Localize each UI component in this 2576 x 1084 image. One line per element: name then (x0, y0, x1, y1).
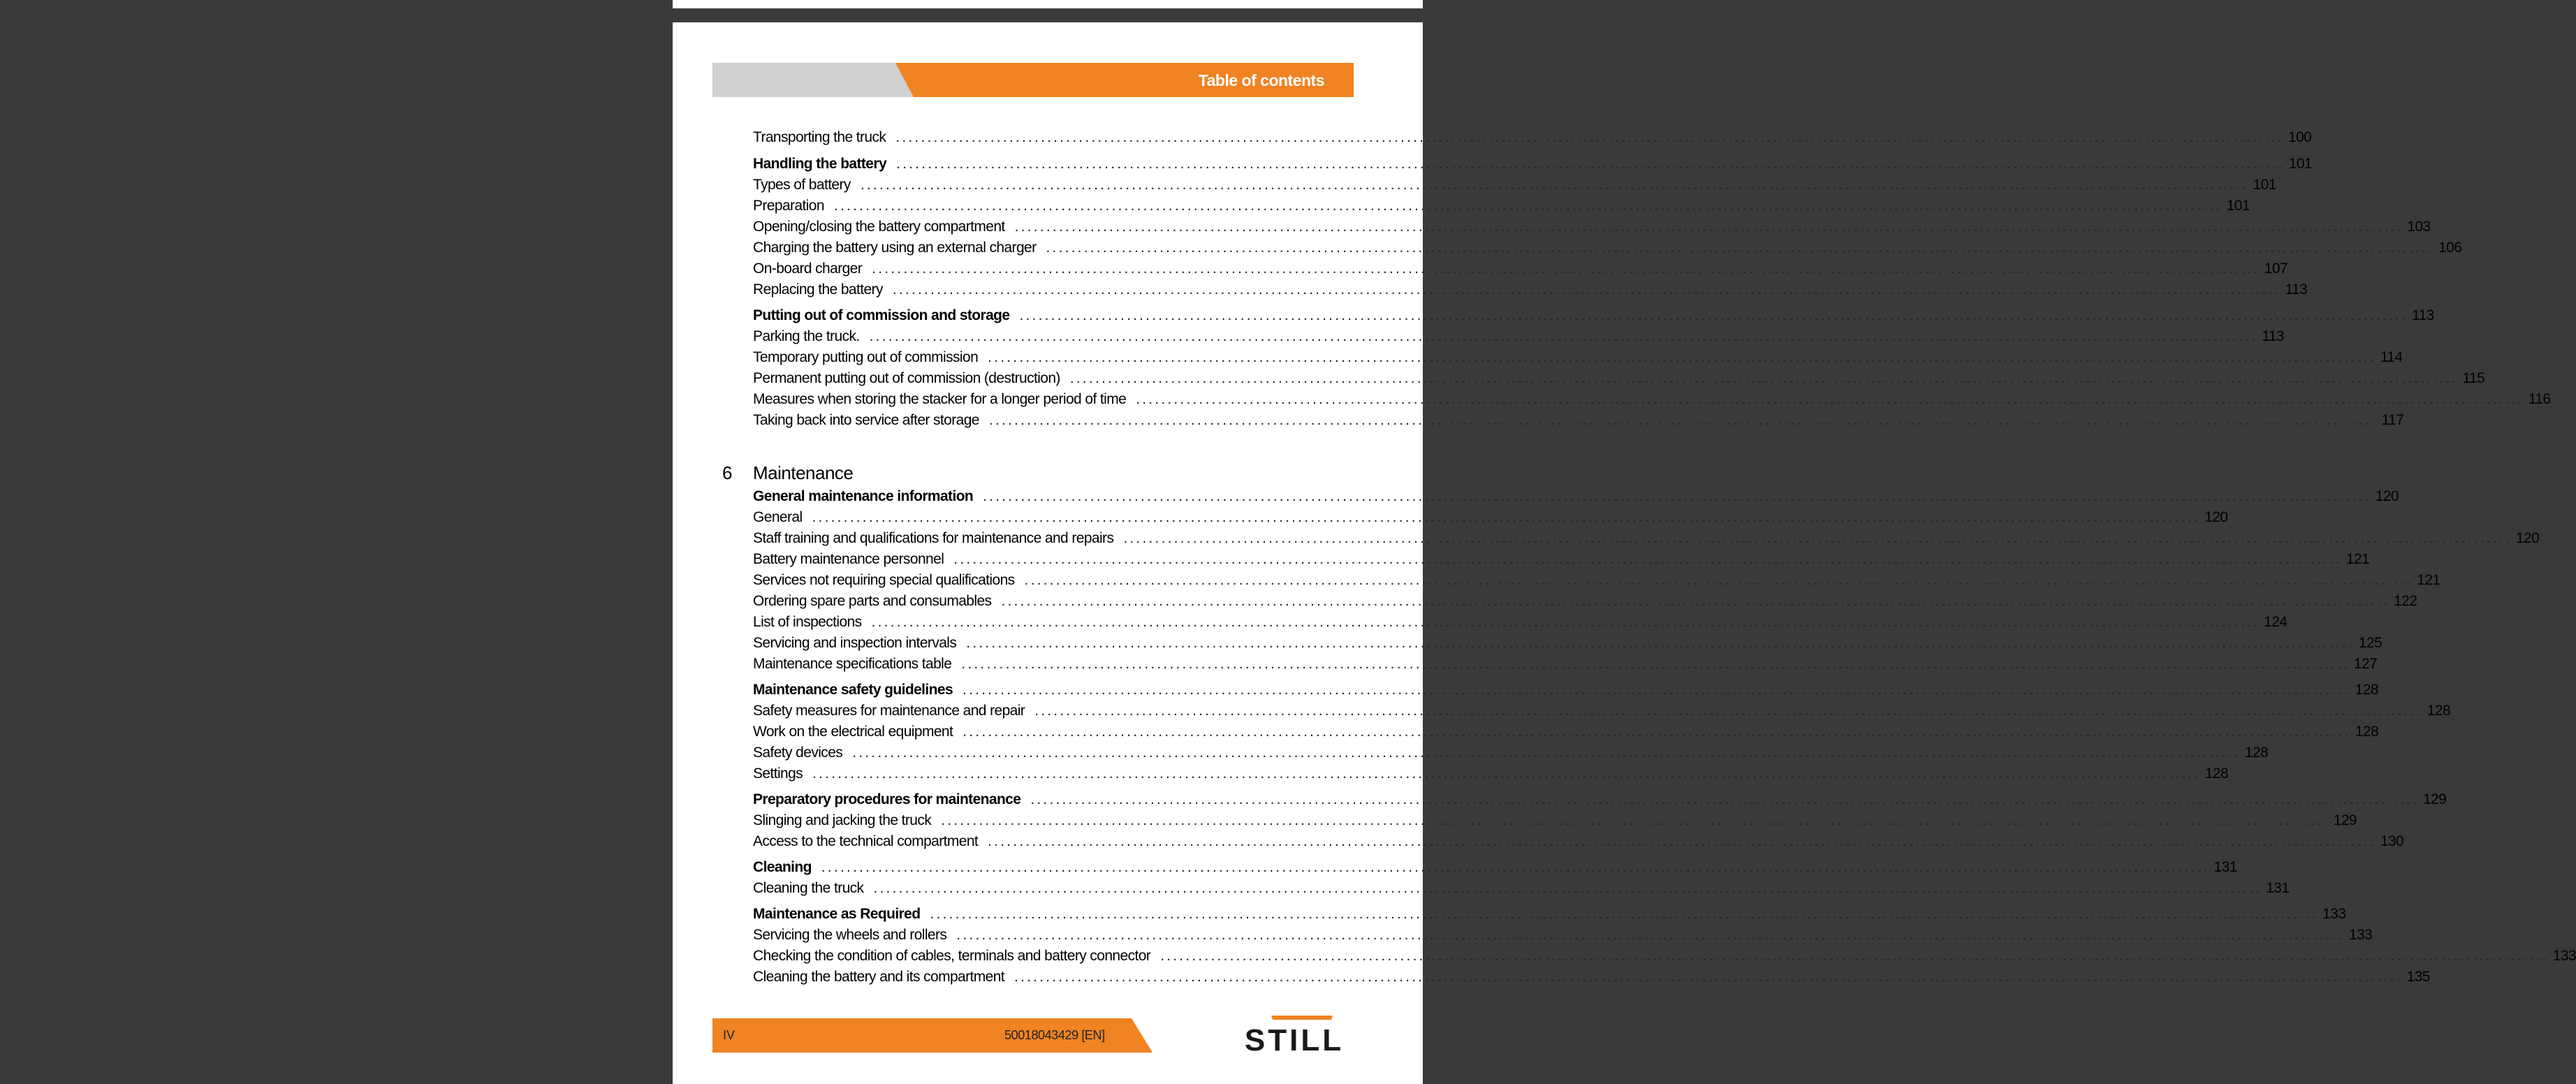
toc-entry-title: Servicing the wheels and rollers (753, 927, 947, 943)
toc-entry-title: Measures when storing the stacker for a longer period of time (753, 391, 1127, 407)
toc-entry[interactable] (753, 927, 2373, 948)
toc-entry-title: Servicing and inspection intervals (753, 635, 957, 651)
toc-entry-title: Safety measures for maintenance and repair (753, 703, 1025, 719)
toc-leader-dots: ............................................................................................................................................................................................................................ (1024, 572, 2413, 588)
toc-entry-title: Parking the truck. (753, 328, 860, 344)
toc-leader-dots: ............................................................................................................................................................................................................................ (873, 880, 2262, 896)
toc-leader-dots: ............................................................................................................................................................................................................................ (988, 412, 2378, 428)
toc-leader-dots: ............................................................................................................................................................................................................................ (1019, 307, 2408, 323)
toc-entry-page: 106 (2438, 240, 2462, 256)
toc-leader-dots: ............................................................................................................................................................................................................................ (963, 682, 2351, 698)
toc-entry-page: 133 (2322, 906, 2346, 922)
toc-entry-title: Cleaning the battery and its compartment (753, 969, 1005, 985)
toc-entry-title: Maintenance specifications table (753, 656, 952, 672)
toc-entry[interactable] (753, 572, 2440, 593)
toc-entry-title: Replacing the battery (753, 281, 883, 298)
toc-leader-dots: ............................................................................................................................................................................................................................ (1014, 219, 2403, 235)
header-band (712, 63, 1354, 97)
toc-entry-page: 122 (2394, 593, 2417, 609)
toc-entry[interactable] (753, 240, 2462, 261)
document-page (673, 22, 2576, 1084)
toc-entry[interactable] (753, 948, 2576, 969)
toc-leader-dots: ............................................................................................................................................................................................................................ (1136, 391, 2524, 407)
toc-leader-dots: ............................................................................................................................................................................................................................ (869, 328, 2258, 344)
toc-entry-page: 113 (2285, 281, 2308, 298)
toc-entry[interactable] (753, 307, 2434, 328)
toc-entry-page: 130 (2380, 833, 2404, 849)
toc-leader-dots: ............................................................................................................................................................................................................................ (988, 833, 2376, 849)
toc-entry-title: Work on the electrical equipment (753, 724, 953, 740)
header-title: Table of contents (1198, 71, 1324, 89)
toc-entry[interactable] (753, 156, 2312, 177)
still-logo-text: STILL (1244, 1023, 1345, 1057)
toc-entry-title: Charging the battery using an external charger (753, 240, 1037, 256)
toc-entry[interactable] (753, 614, 2288, 635)
toc-entry-page: 116 (2528, 391, 2551, 407)
toc-entry[interactable] (753, 509, 2228, 530)
toc-leader-dots: ............................................................................................................................................................................................................................ (812, 509, 2201, 525)
toc-entry-title: Opening/closing the battery compartment (753, 219, 1005, 235)
previous-page-edge (673, 0, 1423, 8)
toc-entry[interactable] (753, 488, 2399, 509)
toc-entry-title: Preparation (753, 198, 824, 214)
toc-leader-dots: ............................................................................................................................................................................................................................ (1069, 370, 2459, 386)
toc-entry-title: Services not requiring special qualifications (753, 572, 1015, 588)
chapter-title: Maintenance (753, 462, 854, 483)
toc-entry[interactable] (753, 703, 2451, 724)
toc-entry-page: 114 (2380, 349, 2403, 365)
toc-entry-title: Handling the battery (753, 156, 887, 172)
toc-entry-title: Battery maintenance personnel (753, 551, 944, 567)
toc-leader-dots: ............................................................................................................................................................................................................................ (821, 859, 2210, 875)
chapter-heading (722, 462, 853, 484)
toc-leader-dots: ............................................................................................................................................................................................................................ (871, 614, 2260, 630)
toc-entry-page: 101 (2288, 156, 2312, 172)
toc-entry-title: Maintenance as Required (753, 906, 921, 922)
toc-entry-page: 100 (2288, 129, 2312, 145)
toc-entry-title: Temporary putting out of commission (753, 349, 979, 365)
toc-entry[interactable] (753, 969, 2430, 990)
toc-entry[interactable] (753, 198, 2250, 219)
toc-entry-title: Safety devices (753, 745, 843, 761)
toc-entry-title: Ordering spare parts and consumables (753, 593, 992, 609)
toc-leader-dots: ............................................................................................................................................................................................................................ (1001, 593, 2390, 609)
toc-entry[interactable] (753, 328, 2284, 349)
toc-entry[interactable] (753, 724, 2379, 745)
toc-entry[interactable] (753, 261, 2288, 281)
toc-entry[interactable] (753, 880, 2290, 901)
toc-entry-page: 128 (2355, 682, 2378, 698)
toc-entry-page: 103 (2407, 219, 2431, 235)
toc-entry-title: Maintenance safety guidelines (753, 682, 953, 698)
toc-entry-title: Checking the condition of cables, terminals and battery connector (753, 948, 1151, 964)
toc-entry[interactable] (753, 551, 2370, 572)
toc-leader-dots: ............................................................................................................................................................................................................................ (953, 551, 2342, 567)
toc-entry-page: 107 (2264, 261, 2288, 277)
toc-leader-dots: ............................................................................................................................................................................................................................ (852, 745, 2241, 761)
toc-entry[interactable] (753, 129, 2312, 150)
still-logo (1235, 1014, 1354, 1056)
toc-entry[interactable] (753, 219, 2431, 240)
toc-entry[interactable] (753, 349, 2403, 370)
toc-leader-dots: ............................................................................................................................................................................................................................ (983, 488, 2371, 504)
toc-leader-dots: ............................................................................................................................................................................................................................ (1160, 948, 2549, 964)
toc-leader-dots: ............................................................................................................................................................................................................................ (930, 906, 2319, 922)
toc-leader-dots: ............................................................................................................................................................................................................................ (833, 198, 2223, 214)
toc-entry-page: 125 (2358, 635, 2383, 651)
footer-band (712, 1018, 1152, 1053)
toc-entry-title: Transporting the truck (753, 129, 886, 145)
toc-entry-title: On-board charger (753, 261, 863, 277)
toc-leader-dots: ............................................................................................................................................................................................................................ (895, 129, 2284, 145)
toc-entry-page: 115 (2462, 370, 2485, 386)
toc-entry[interactable] (753, 656, 2378, 677)
toc-entry-page: 121 (2346, 551, 2370, 567)
toc-entry-page: 129 (2333, 812, 2357, 828)
toc-leader-dots: ............................................................................................................................................................................................................................ (896, 156, 2285, 172)
toc-leader-dots: ............................................................................................................................................................................................................................ (860, 177, 2249, 193)
toc-entry-page: 129 (2422, 791, 2447, 807)
toc-entry-page: 128 (2355, 724, 2379, 740)
footer-document-number: 50018043429 [EN] (1004, 1028, 1105, 1042)
toc-entry-page: 113 (2412, 307, 2434, 323)
toc-entry[interactable] (753, 859, 2237, 880)
toc-entry[interactable] (753, 635, 2383, 656)
toc-entry[interactable] (753, 593, 2417, 614)
toc-entry-page: 120 (2375, 488, 2399, 504)
toc-entry[interactable] (753, 682, 2378, 703)
toc-entry-title: Permanent putting out of commission (destruction) (753, 370, 1060, 386)
toc-entry-title: General maintenance information (753, 488, 974, 504)
toc-entry-page: 101 (2253, 177, 2276, 193)
toc-entry[interactable] (753, 391, 2551, 412)
toc-entry-title: Cleaning (753, 859, 812, 875)
toc-entry-title: Putting out of commission and storage (753, 307, 1010, 323)
toc-leader-dots: ............................................................................................................................................................................................................................ (1014, 969, 2403, 985)
toc-leader-dots: ............................................................................................................................................................................................................................ (1030, 791, 2419, 807)
toc-entry-title: Settings (753, 766, 803, 782)
toc-entry-page: 128 (2244, 745, 2269, 761)
toc-entry-page: 120 (2515, 530, 2540, 546)
toc-leader-dots: ............................................................................................................................................................................................................................ (966, 635, 2355, 651)
toc-leader-dots: ............................................................................................................................................................................................................................ (941, 812, 2329, 828)
toc-entry-title: Cleaning the truck (753, 880, 864, 896)
toc-entry-page: 131 (2266, 880, 2290, 896)
toc-entry-page: 120 (2204, 509, 2228, 525)
toc-entry[interactable] (753, 791, 2447, 812)
toc-entry[interactable] (753, 906, 2346, 927)
toc-leader-dots: ............................................................................................................................................................................................................................ (1034, 703, 2423, 719)
toc-entry-page: 124 (2264, 614, 2288, 630)
toc-entry[interactable] (753, 812, 2357, 833)
toc-entry[interactable] (753, 530, 2540, 551)
toc-entry-title: Preparatory procedures for maintenance (753, 791, 1021, 807)
toc-leader-dots: ............................................................................................................................................................................................................................ (961, 656, 2350, 672)
toc-entry-page: 133 (2348, 927, 2373, 943)
toc-leader-dots: ............................................................................................................................................................................................................................ (892, 281, 2281, 298)
toc-entry-title: Slinging and jacking the truck (753, 812, 932, 828)
chapter-number: 6 (722, 462, 732, 483)
toc-entry-page: 133 (2552, 948, 2576, 964)
toc-entry-page: 131 (2213, 859, 2237, 875)
toc-entry-page: 127 (2353, 656, 2378, 672)
toc-entry-title: List of inspections (753, 614, 862, 630)
toc-entry[interactable] (753, 370, 2485, 391)
toc-leader-dots: ............................................................................................................................................................................................................................ (1123, 530, 2512, 546)
toc-entry-title: Staff training and qualifications for maintenance and repairs (753, 530, 1114, 546)
toc-entry-page: 128 (2427, 703, 2451, 719)
toc-leader-dots: ............................................................................................................................................................................................................................ (988, 349, 2376, 365)
toc-entry-page: 113 (2262, 328, 2284, 344)
toc-leader-dots: ............................................................................................................................................................................................................................ (963, 724, 2351, 740)
toc-entry-page: 117 (2381, 412, 2404, 428)
toc-entry-title: Taking back into service after storage (753, 412, 979, 428)
toc-entry[interactable] (753, 281, 2308, 302)
toc-entry[interactable] (753, 766, 2228, 786)
toc-leader-dots: ............................................................................................................................................................................................................................ (1046, 240, 2435, 256)
toc-entry-title: General (753, 509, 803, 525)
footer-page-number: IV (723, 1028, 736, 1042)
toc-entry-title: Types of battery (753, 177, 851, 193)
toc-entry-page: 101 (2226, 198, 2250, 214)
toc-entry-page: 135 (2406, 969, 2430, 985)
toc-leader-dots: ............................................................................................................................................................................................................................ (956, 927, 2345, 943)
toc-leader-dots: ............................................................................................................................................................................................................................ (872, 261, 2260, 277)
toc-entry[interactable] (753, 833, 2404, 854)
toc-leader-dots: ............................................................................................................................................................................................................................ (812, 766, 2201, 782)
toc-entry-page: 121 (2417, 572, 2440, 588)
toc-entry[interactable] (753, 412, 2404, 433)
toc-entry-page: 128 (2204, 766, 2228, 782)
toc-entry[interactable] (753, 745, 2269, 766)
toc-entry[interactable] (753, 177, 2276, 198)
toc-entry-title: Access to the technical compartment (753, 833, 979, 849)
